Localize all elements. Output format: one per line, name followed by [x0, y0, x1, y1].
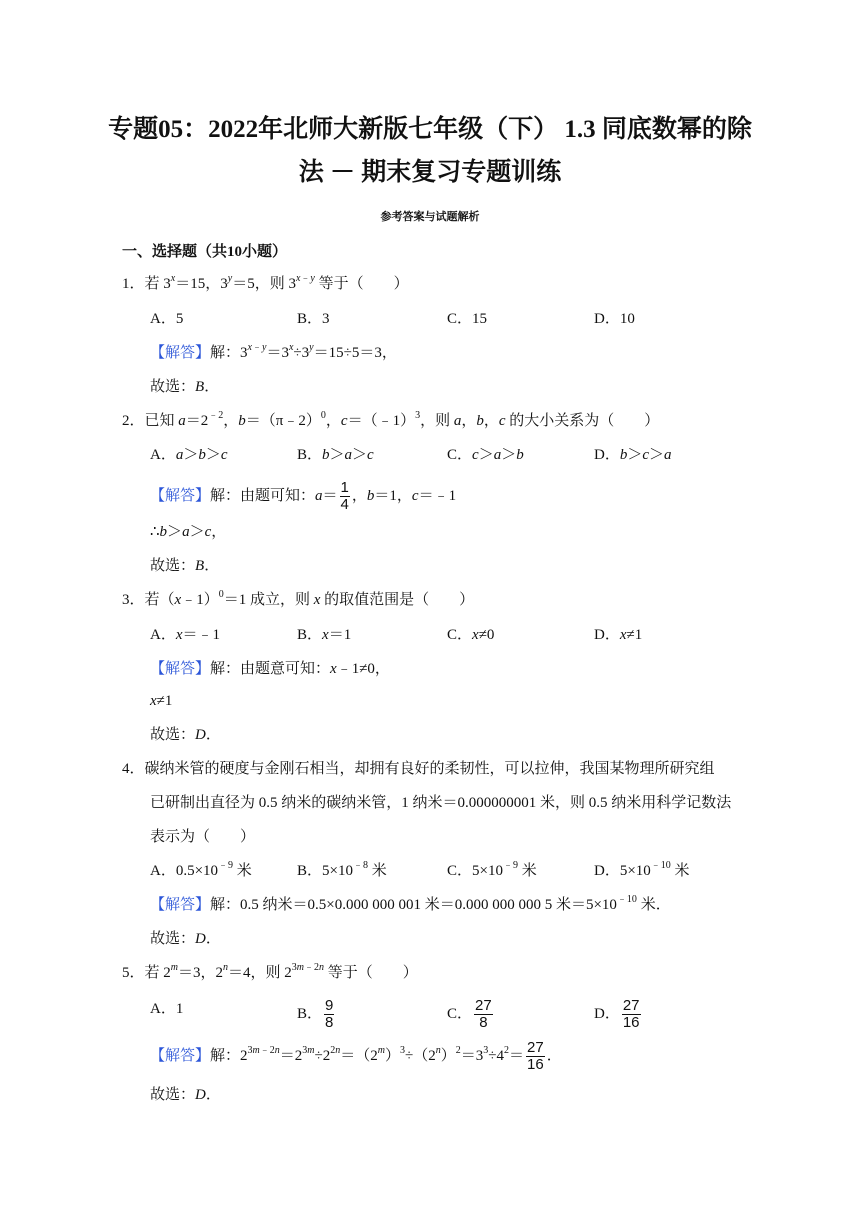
question-5-option-a: A．1	[150, 1001, 184, 1017]
answer-tag: 【解答】	[150, 897, 211, 913]
question-4-option-a: A．$0.5\times 10^{﹣9}$ 米	[150, 860, 252, 879]
question-2-choice: 故选：B．	[150, 558, 220, 574]
question-4-stem-line-3: 表示为（ ）	[150, 829, 256, 845]
question-3-option-a: A．x＝﹣1	[150, 627, 221, 643]
answer-tag: 【解答】	[150, 661, 211, 677]
question-1-solution: 【解答】解：$3^{x﹣y}=3^x\div 3^y=15\div 5=3$，	[150, 342, 397, 361]
question-1-option-d: D．10	[594, 311, 635, 327]
question-1-option-b: B．3	[297, 311, 330, 327]
question-4-choice: 故选：D．	[150, 931, 221, 947]
question-3-stem: 3．若（x﹣1）$^0$＝1 成立，则 x 的取值范围是（ ）	[122, 589, 475, 608]
fraction: $\frac{27}{16}$	[527, 1039, 544, 1073]
answer-tag: 【解答】	[150, 345, 211, 361]
fraction: $\frac{27}{8}$	[475, 997, 492, 1031]
question-4-option-c: C．$5\times 10^{﹣9}$ 米	[447, 860, 537, 879]
question-5-option-c: C． $\frac{27}{8}$	[447, 997, 492, 1031]
question-2-stem: 2．已知 $a=2^{﹣2}$，b＝（π﹣2）$^0$，c＝（﹣1）$^3$，则 a，b，c 的大小关系为（ ）	[122, 410, 660, 429]
fraction: $\frac{1}{4}$	[340, 479, 349, 513]
question-2-option-a: A．a＞b＞c	[150, 447, 228, 463]
question-1-stem: 1．若 $3^x=15$，$3^y=5$，则 $3^{x﹣y}$ 等于（ ）	[122, 273, 409, 292]
question-5-choice: 故选：D．	[150, 1087, 221, 1103]
question-4-stem-line-1: 4．碳纳米管的硬度与金刚石相当，却拥有良好的柔韧性，可以拉伸，我国某物理所研究组	[122, 761, 715, 777]
question-3-choice: 故选：D．	[150, 727, 221, 743]
question-1-option-a: A．5	[150, 311, 184, 327]
question-2-option-b: B．b＞a＞c	[297, 447, 374, 463]
document-subtitle: 参考答案与试题解析	[380, 211, 480, 223]
question-4-solution: 【解答】解：0.5 纳米＝0.5×0.000 000 001 米＝0.000 000 000 5 米$=5\times 10^{﹣10}$ 米．	[150, 894, 671, 913]
question-3-solution: 【解答】解：由题意可知：x﹣1≠0，	[150, 661, 390, 677]
question-3-option-d: D．x≠1	[594, 627, 643, 643]
question-4-option-d: D．$5\times 10^{﹣10}$ 米	[594, 860, 690, 879]
fraction: $\frac{9}{8}$	[325, 997, 334, 1031]
question-2-conclusion: ∴b＞a＞c，	[150, 524, 227, 540]
question-4-stem-line-2: 已研制出直径为 0.5 纳米的碳纳米管，1 纳米＝0.000000001 米，则 0.5 纳米用科学记数法	[150, 795, 732, 811]
document-title-line-2: 法 － 期末复习专题训练	[298, 159, 562, 186]
question-5-option-d: D． $\frac{27}{16}$	[594, 997, 640, 1031]
answer-tag: 【解答】	[150, 1047, 211, 1064]
fraction: $\frac{27}{16}$	[622, 997, 640, 1031]
question-1-choice: 故选：B．	[150, 379, 220, 395]
question-2-solution: 【解答】解：由题可知：a＝ $\frac{1}{4}$ ，b＝1，c＝﹣1	[150, 479, 457, 513]
question-3-option-b: B．x＝1	[297, 627, 352, 643]
document-title-line-1: 专题05：2022年北师大新版七年级（下） 1.3 同底数幂的除	[108, 116, 752, 143]
question-1-option-c: C．15	[447, 311, 488, 327]
question-4-option-b: B．$5\times 10^{﹣8}$ 米	[297, 860, 387, 879]
question-3-option-c: C．x≠0	[447, 627, 495, 643]
question-5-solution: 【解答】解：$2^{3m﹣2n}=2^{3m}\div 2^{2n}=(2^m)^3\div(2^n)^2=3^3\div 4^2=$ $\frac{27}{16}$ ．	[150, 1039, 562, 1073]
question-5-stem: 5．若 $2^m=3$，$2^n=4$，则 $2^{3m﹣2n}$ 等于（ ）	[122, 962, 418, 981]
question-5-option-b: B． $\frac{9}{8}$	[297, 997, 334, 1031]
section-heading: 一、选择题（共10小题）	[122, 244, 288, 260]
answer-tag: 【解答】	[150, 487, 211, 504]
question-2-option-c: C．c＞a＞b	[447, 447, 524, 463]
question-2-option-d: D．b＞c＞a	[594, 447, 672, 463]
question-3-conclusion: x≠1	[150, 693, 173, 709]
